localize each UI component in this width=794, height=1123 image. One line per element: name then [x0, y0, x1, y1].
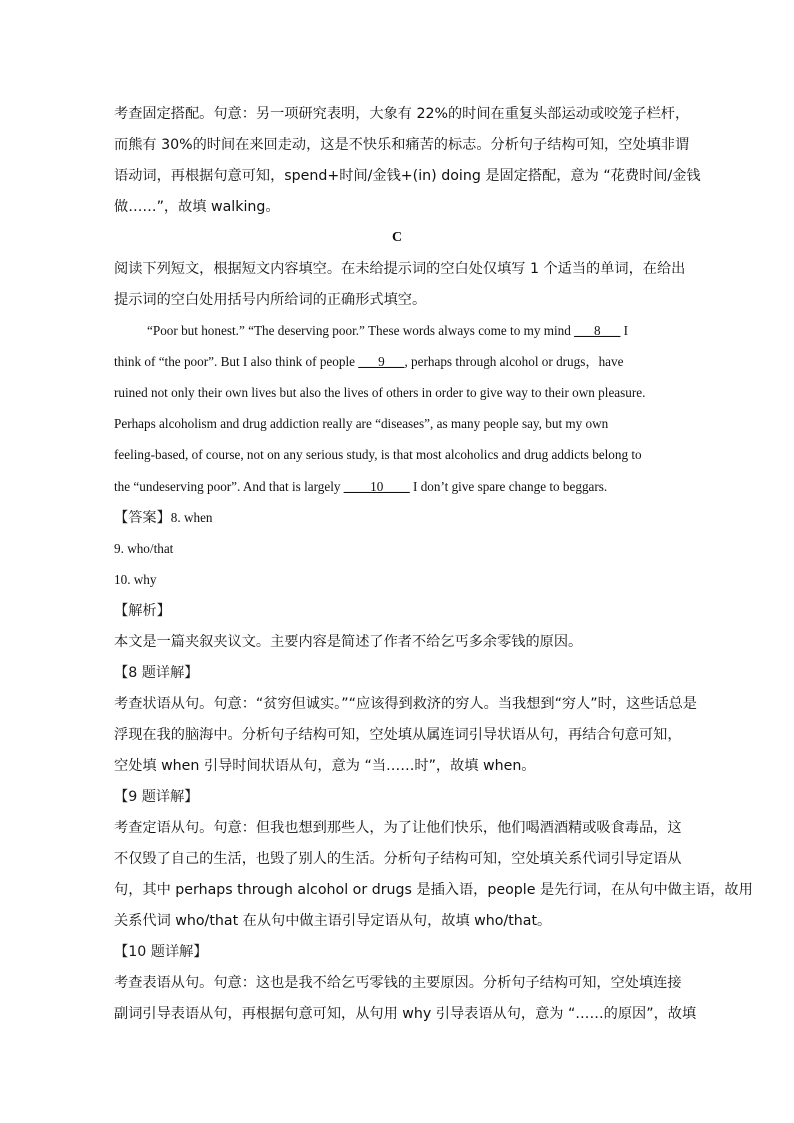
passage-line-3: ruined not only their own lives but also the lives of others in order to give way to their own pleasure. [114, 385, 646, 400]
blank-8: ___8___ [574, 323, 621, 338]
passage-line-6 [114, 477, 607, 497]
q9-line-4: 关系代词 who/that 在从句中做主语引导定语从句，故填 who/that。 [114, 913, 552, 929]
answer-line [114, 508, 213, 528]
q10-tag: 【10 题详解】 [114, 944, 208, 960]
q8-line-1: 考查状语从句。句意：“贫穷但诚实。”“应该得到救济的穷人。当我想到“穷人”时，这些话总是 [114, 696, 697, 712]
passage-text: I [620, 323, 629, 338]
instructions-line-1: 阅读下列短文，根据短文内容填空。在未给提示词的空白处仅填写 1 个适当的单词，在给出 [114, 261, 686, 277]
answer-8: 8. when [170, 510, 213, 525]
passage-text: the “undeserving poor”. And that is largely [114, 479, 344, 494]
answer-9: 9. who/that [114, 541, 174, 556]
q8-tag: 【8 题详解】 [114, 665, 199, 681]
q9-line-1: 考查定语从句。句意：但我也想到那些人，为了让他们快乐，他们喝酒酒精或吸食毒品，这 [114, 820, 682, 836]
blank-10: ____10____ [343, 479, 410, 494]
analysis-tag: 【解析】 [114, 603, 171, 619]
passage-text: I don’t give spare change to beggars. [409, 479, 608, 494]
passage-text: think of “the poor”. But I also think of people [114, 354, 359, 369]
q10-line-2: 副词引导表语从句，再根据句意可知，从句用 why 引导表语从句，意为 “……的原因”，故填 [114, 1006, 697, 1022]
instructions-line-2: 提示词的空白处用括号内所给词的正确形式填空。 [114, 292, 427, 308]
analysis-summary: 本文是一篇夹叙夹议文。主要内容是简述了作者不给乞丐多余零钱的原因。 [114, 634, 583, 650]
passage-line-4: Perhaps alcoholism and drug addiction really are “diseases”, as many people say, but my own [114, 416, 609, 431]
q9-line-3: 句，其中 perhaps through alcohol or drugs 是插入语，people 是先行词，在从句中做主语，故用 [114, 882, 753, 898]
top-paragraph-line-2: 而熊有 30%的时间在来回走动，这是不快乐和痛苦的标志。分析句子结构可知，空处填非谓 [114, 137, 690, 153]
passage-text: “Poor but honest.” “The deserving poor.” These words always come to my mind [147, 323, 575, 338]
answer-tag: 【答案】 [114, 510, 171, 526]
passage-line-2 [114, 352, 623, 372]
passage-line-1 [147, 321, 628, 341]
answer-10: 10. why [114, 572, 157, 587]
q9-line-2: 不仅毁了自己的生活，也毁了别人的生活。分析句子结构可知，空处填关系代词引导定语从 [114, 851, 682, 867]
q10-line-1: 考查表语从句。句意：这也是我不给乞丐零钱的主要原因。分析句子结构可知，空处填连接 [114, 975, 682, 991]
section-title: C [391, 230, 403, 245]
q8-line-2: 浮现在我的脑海中。分析句子结构可知，空处填从属连词引导状语从句，再结合句意可知， [114, 727, 682, 743]
top-paragraph-line-4: 做……”，故填 walking。 [114, 199, 280, 215]
passage-line-5: feeling-based, of course, not on any serious study, is that most alcoholics and drug addicts belong to [114, 447, 642, 462]
blank-9: ___9___ [358, 354, 405, 369]
passage-text: , perhaps through alcohol or drugs，have [404, 354, 624, 369]
q8-line-3: 空处填 when 引导时间状语从句，意为 “当……时”，故填 when。 [114, 758, 536, 774]
q9-tag: 【9 题详解】 [114, 789, 199, 805]
top-paragraph-line-3: 语动词，再根据句意可知，spend+时间/金钱+(in) doing 是固定搭配，意为 “花费时间/金钱 [114, 168, 701, 184]
top-paragraph-line-1: 考查固定搭配。句意：另一项研究表明，大象有 22%的时间在重复头部运动或咬笼子栏杆， [114, 106, 690, 122]
